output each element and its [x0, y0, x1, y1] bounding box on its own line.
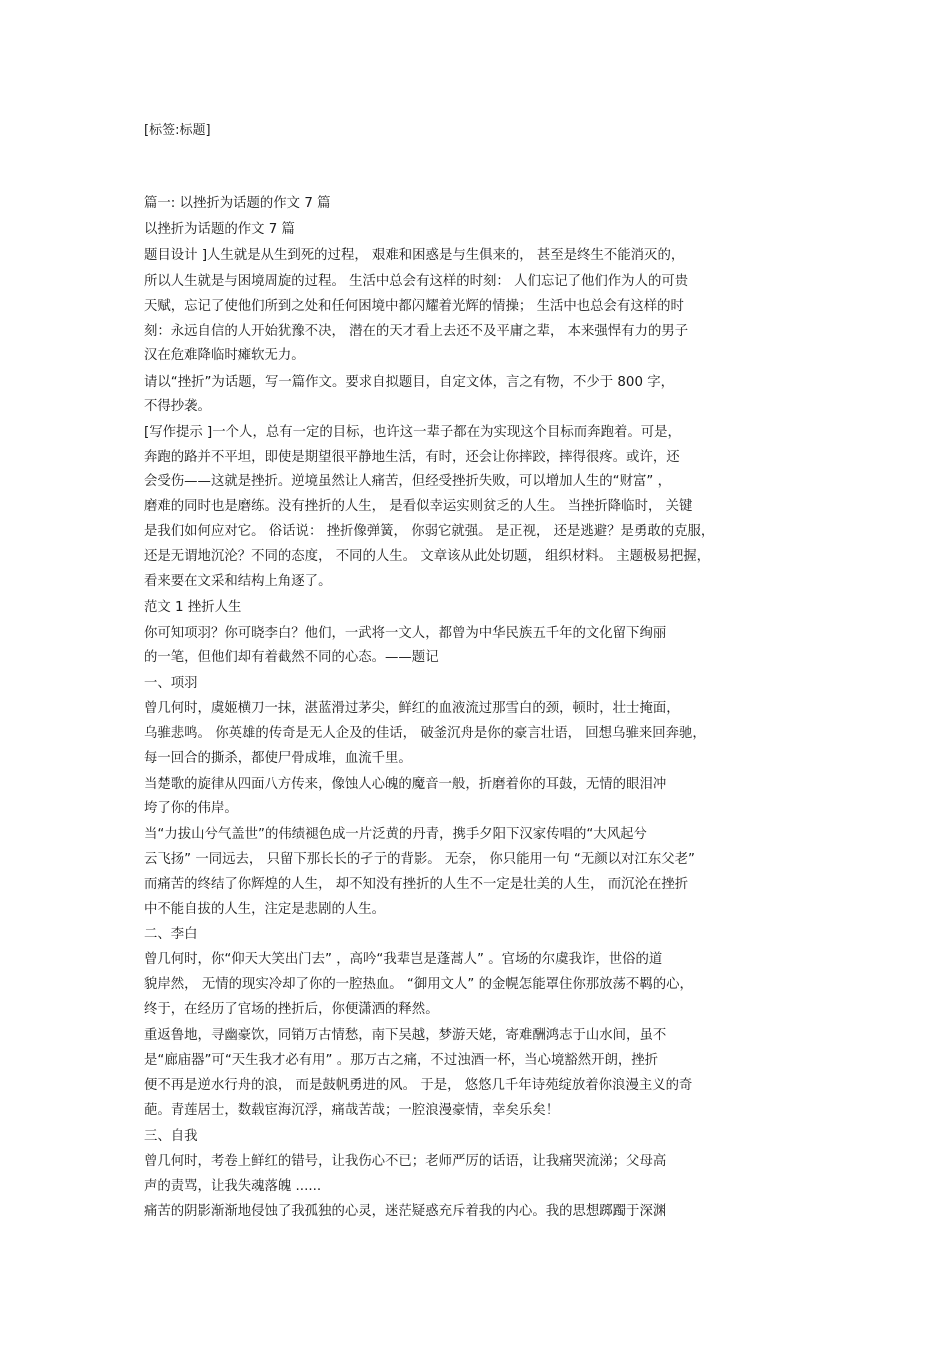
text-line: 痛苦的阴影渐渐地侵蚀了我孤独的心灵，迷茫疑惑充斥着我的内心。我的思想踯躅于深渊 — [144, 1204, 667, 1219]
text-line: 当“力拔山兮气盖世”的伟绩褪色成一片泛黄的丹青，携手夕阳下汉家传唱的“大风起兮 — [144, 827, 647, 842]
text-line: [写作提示 ]一个人，总有一定的目标，也许这一辈子都在为实现这个目标而奔跑着。可是， — [144, 425, 681, 440]
text-line: 范文 1 挫折人生 — [144, 600, 242, 615]
tag-line: [标签:标题] — [144, 123, 211, 138]
text-line: 三、自我 — [144, 1129, 198, 1144]
text-line: 乌骓悲鸣。 你英雄的传奇是无人企及的佳话， 破釜沉舟是你的豪言壮语， 回想乌骓来回奔驰， — [144, 726, 706, 741]
text-line: 会受伤——这就是挫折。逆境虽然让人痛苦，但经受挫折失败，可以增加人生的“财富” ， — [144, 474, 671, 489]
text-line: 请以“挫折”为话题，写一篇作文。要求自拟题目，自定文体，言之有物，不少于 800 字， — [144, 375, 675, 390]
text-line: 是我们如何应对它。 俗话说： 挫折像弹簧， 你弱它就强。 是正视， 还是逃避？是勇敢的克服， — [144, 524, 715, 539]
text-line: 所以人生就是与困境周旋的过程。 生活中总会有这样的时刻： 人们忘记了他们作为人的可贵 — [144, 274, 689, 289]
text-line: 云飞扬” 一同远去， 只留下那长长的孑亍的背影。 无奈， 你只能用一句 “无颜以对江东父老” — [144, 852, 695, 867]
text-line: 一、项羽 — [144, 676, 198, 691]
text-line: 便不再是逆水行舟的浪， 而是鼓帆勇进的风。 于是， 悠悠几千年诗苑绽放着你浪漫主义的奇 — [144, 1078, 693, 1093]
text-line: 声的责骂，让我失魂落魄 ...... — [144, 1179, 322, 1194]
text-line: 垮了你的伟岸。 — [144, 801, 238, 816]
text-line: 汉在危难降临时瘫软无力。 — [144, 348, 305, 363]
text-line: 貌岸然， 无情的现实冷却了你的一腔热血。 “御用文人” 的金幌怎能罩住你那放荡不羁的心， — [144, 977, 693, 992]
text-line: 篇一: 以挫折为话题的作文 7 篇 — [144, 196, 331, 211]
text-line: 中不能自拔的人生，注定是悲剧的人生。 — [144, 902, 386, 917]
text-line: 曾几何时，考卷上鲜红的错号，让我伤心不已；老师严厉的话语，让我痛哭流涕；父母高 — [144, 1154, 667, 1169]
text-line: 你可知项羽？你可晓李白？他们，一武将一文人，都曾为中华民族五千年的文化留下绚丽 — [144, 626, 667, 641]
text-line: 曾几何时，你“仰天大笑出门去” ，高吟“我辈岂是蓬蒿人” 。官场的尔虞我诈，世俗的道 — [144, 952, 663, 967]
text-line: 葩。青莲居士，数载宦海沉浮，痛哉苦哉；一腔浪漫豪情，幸矣乐矣！ — [144, 1103, 560, 1118]
text-line: 看来要在文采和结构上角逐了。 — [144, 574, 332, 589]
text-line: 磨难的同时也是磨练。没有挫折的人生， 是看似幸运实则贫乏的人生。 当挫折降临时， 关键 — [144, 499, 693, 514]
text-line: 天赋，忘记了使他们所到之处和任何困境中都闪耀着光辉的情操； 生活中也总会有这样的时 — [144, 299, 684, 314]
text-line: 而痛苦的终结了你辉煌的人生， 却不知没有挫折的人生不一定是壮美的人生， 而沉沦在挫折 — [144, 877, 689, 892]
text-line: 曾几何时，虞姬横刀一抹，湛蓝滑过茅尖，鲜红的血液流过那雪白的颈，顿时，壮士掩面， — [144, 701, 680, 716]
text-line: 还是无谓地沉沦？不同的态度， 不同的人生。 文章该从此处切题， 组织材料。 主题极易把握， — [144, 549, 711, 564]
text-line: 刻：永远自信的人开始犹豫不决， 潜在的天才看上去还不及平庸之辈， 本来强悍有力的男子 — [144, 324, 689, 339]
text-line: 每一回合的撕杀，都使尸骨成堆，血流千里。 — [144, 751, 412, 766]
text-line: 当楚歌的旋律从四面八方传来，像蚀人心魄的魔音一般，折磨着你的耳鼓，无情的眼泪冲 — [144, 777, 667, 792]
text-line: 题目设计 ]人生就是从生到死的过程， 艰难和困惑是与生俱来的， 甚至是终生不能消灭的， — [144, 248, 685, 263]
text-line: 是“廊庙器”可“天生我才必有用” 。那万古之痛，不过浊酒一杯，当心境豁然开朗，挫折 — [144, 1053, 659, 1068]
text-line: 不得抄袭。 — [144, 399, 211, 414]
text-line: 奔跑的路并不平坦，即使是期望很平静地生活，有时，还会让你摔跤，摔得很疼。或许，还 — [144, 450, 680, 465]
text-line: 的一笔，但他们却有着截然不同的心态。——题记 — [144, 650, 439, 665]
text-line: 二、李白 — [144, 927, 198, 942]
text-line: 以挫折为话题的作文 7 篇 — [144, 222, 295, 237]
text-line: 重返鲁地，寻幽豪饮，同销万古情愁，南下吴越，梦游天姥，寄难酬鸿志于山水间，虽不 — [144, 1028, 667, 1043]
text-line: 终于，在经历了官场的挫折后，你便潇洒的释然。 — [144, 1002, 439, 1017]
